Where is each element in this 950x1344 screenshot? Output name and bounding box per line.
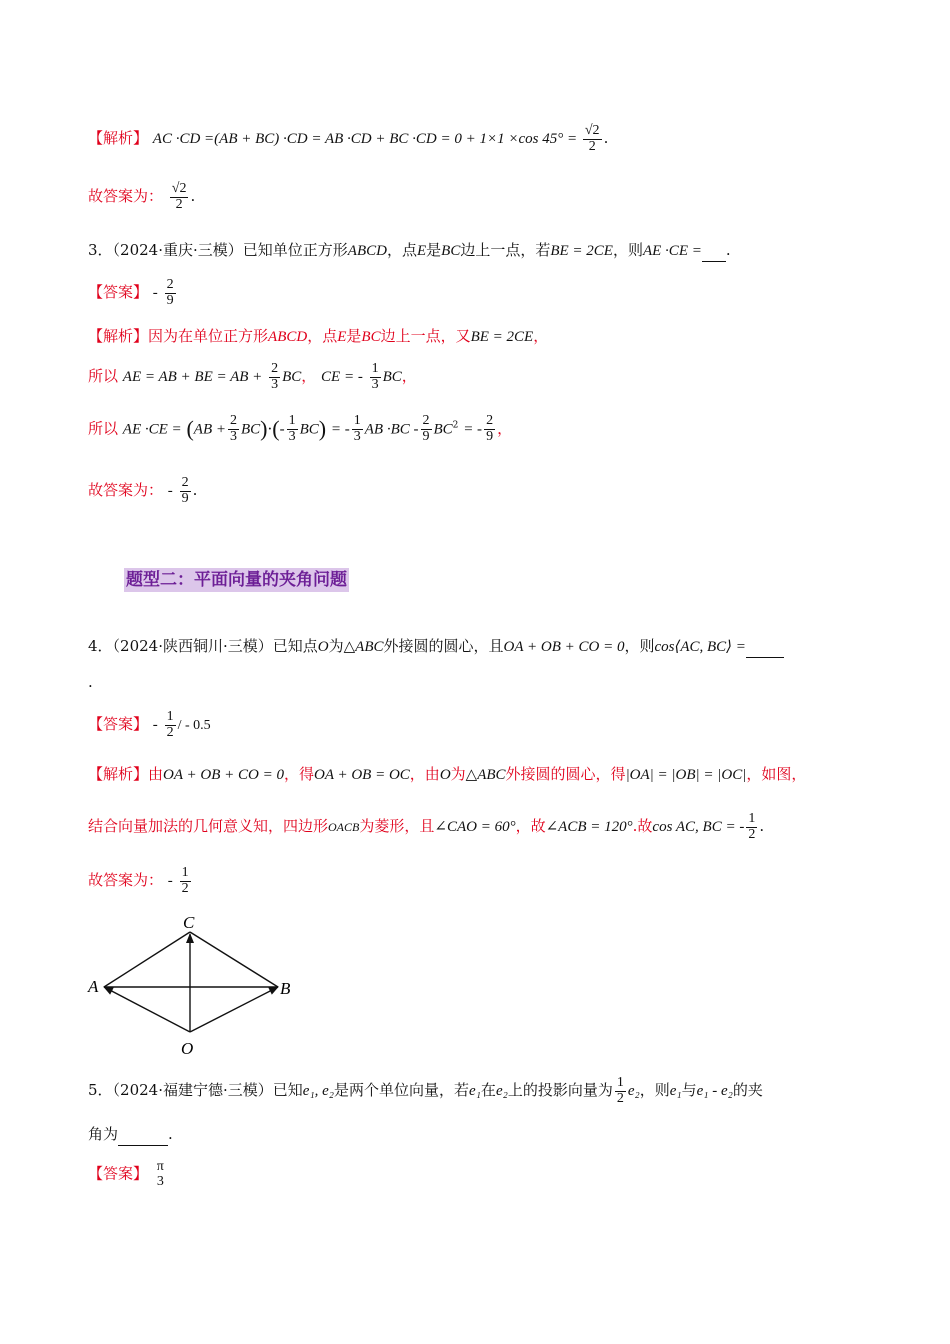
edge-cb — [190, 932, 278, 987]
q4-answer: 【答案】 - $\frac{1}{2}$ / - 0.5 — [88, 709, 211, 740]
q2-final-answer: 故答案为： $\frac{√2}{2}$ . — [88, 181, 196, 212]
final-label: 故答案为： — [88, 187, 164, 206]
section-heading: 题型二：平面向量的夹角问题 — [124, 568, 349, 592]
q3-stem: 3．（2024·重庆·三模）已知单位正方形ABCD，点E是BC边上一点，若BE = 2CE，则AE ·CE = . — [88, 240, 731, 262]
fraction: $\frac{2}{3}$ — [271, 361, 279, 392]
q5-stem-line2: 角为 . — [88, 1124, 173, 1146]
fraction: $\frac{1}{2}$ — [166, 709, 174, 740]
q4-final-answer: 故答案为： - $\frac{1}{2}$ — [88, 865, 189, 896]
fraction: $\frac{1}{3}$ — [371, 361, 379, 392]
q3-analysis: 【解析】因为在单位正方形ABCD，点E是BC边上一点，又BE = 2CE， — [88, 327, 549, 345]
fraction: $\frac{1}{2}$ — [181, 865, 189, 896]
q4-analysis-line1: 【解析】由OA + OB + CO = 0，得OA + OB = OC，由O为△ABC外接圆的圆心，得|OA| = |OB| = |OC|，如图， — [88, 765, 807, 783]
analysis-tag: 【解析】 — [88, 765, 149, 783]
fraction: $\frac{1}{3}$ — [353, 413, 361, 444]
source: （2024·陕西铜川·三模） — [112, 637, 273, 655]
q4-stem-end: . — [88, 673, 93, 691]
q5-stem: 5．（2024·福建宁德·三模）已知e₁, e₂是两个单位向量，若e₁在e₂上的投影向量为 $\frac{1}{2}$ e₂，则e₁与e₁ - e₂的夹 — [88, 1075, 763, 1106]
fraction: π 3 — [156, 1159, 164, 1189]
q4-analysis-line2: 结合向量加法的几何意义知，四边形OACB为菱形，且∠CAO = 60°，故∠ACB = 120°.故cos AC, BC = - $\frac{1}{2}$ . — [88, 811, 765, 842]
answer-blank — [746, 636, 784, 658]
final-label: 故答案为： — [88, 481, 164, 500]
q4-stem: 4．（2024·陕西铜川·三模）已知点O为△ABC外接圆的圆心，且OA + OB + CO = 0，则cos⟨AC, BC⟩ = — [88, 636, 784, 658]
answer-tag: 【答案】 — [88, 283, 149, 302]
fraction: $\frac{2}{9}$ — [166, 277, 174, 308]
analysis-tag: 【解析】 — [88, 327, 149, 345]
answer-blank — [118, 1124, 168, 1146]
rhombus-figure — [80, 908, 310, 1060]
edge-ca — [104, 932, 190, 987]
label-a: A — [88, 977, 99, 996]
fraction: $\frac{2}{9}$ — [181, 475, 189, 506]
q2-analysis-line: 【解析】 AC ·CD =(AB + BC) ·CD = AB ·CD + BC ·CD = 0 + 1×1 ×cos 45° = $\frac{√2}{2}$ . — [88, 123, 609, 154]
q5-answer — [88, 1160, 168, 1189]
label-c: C — [183, 913, 195, 932]
final-label: 故答案为： — [88, 871, 164, 890]
q3-step2: 所以 AE ·CE = (AB + $\frac{2}{3}$ BC)·(- $\frac{1}{3}$ BC) = - $\frac{1}{3}$ AB ·BC - $\frac{2}{9}$ $BC^2$ = - $\frac{2}{9}$ ， — [88, 413, 513, 444]
label-b: B — [280, 979, 291, 998]
fraction: $\frac{2}{9}$ — [486, 413, 494, 444]
source: （2024·福建宁德·三模） — [112, 1081, 273, 1100]
q3-final-answer: 故答案为： - $\frac{2}{9}$ . — [88, 475, 198, 506]
edge-oa — [104, 987, 190, 1032]
fraction: $\frac{2}{9}$ — [422, 413, 430, 444]
analysis-tag: 【解析】 — [88, 129, 149, 148]
answer-blank — [702, 240, 726, 262]
label-o: O — [181, 1039, 194, 1058]
fraction: $\frac{√2}{2}$ — [584, 123, 600, 154]
source: （2024·重庆·三模） — [112, 241, 243, 259]
q3-step1: 所以 AE = AB + BE = AB + $\frac{2}{3}$ BC， CE = - $\frac{1}{3}$ BC， — [88, 361, 417, 392]
answer-tag: 【答案】 — [88, 715, 149, 734]
fraction: $\frac{√2}{2}$ — [171, 181, 187, 212]
answer-tag: 【答案】 — [88, 1164, 149, 1183]
fraction: $\frac{2}{3}$ — [229, 413, 237, 444]
edge-ob — [190, 987, 278, 1032]
fraction: $\frac{1}{2}$ — [616, 1075, 624, 1106]
fraction: $\frac{1}{3}$ — [288, 413, 296, 444]
fraction: $\frac{1}{2}$ — [748, 811, 756, 842]
q3-answer: 【答案】 - $\frac{2}{9}$ — [88, 277, 174, 308]
analysis-formula: AC ·CD =(AB + BC) ·CD = AB ·CD + BC ·CD = 0 + 1×1 ×cos 45° = — [152, 131, 581, 148]
